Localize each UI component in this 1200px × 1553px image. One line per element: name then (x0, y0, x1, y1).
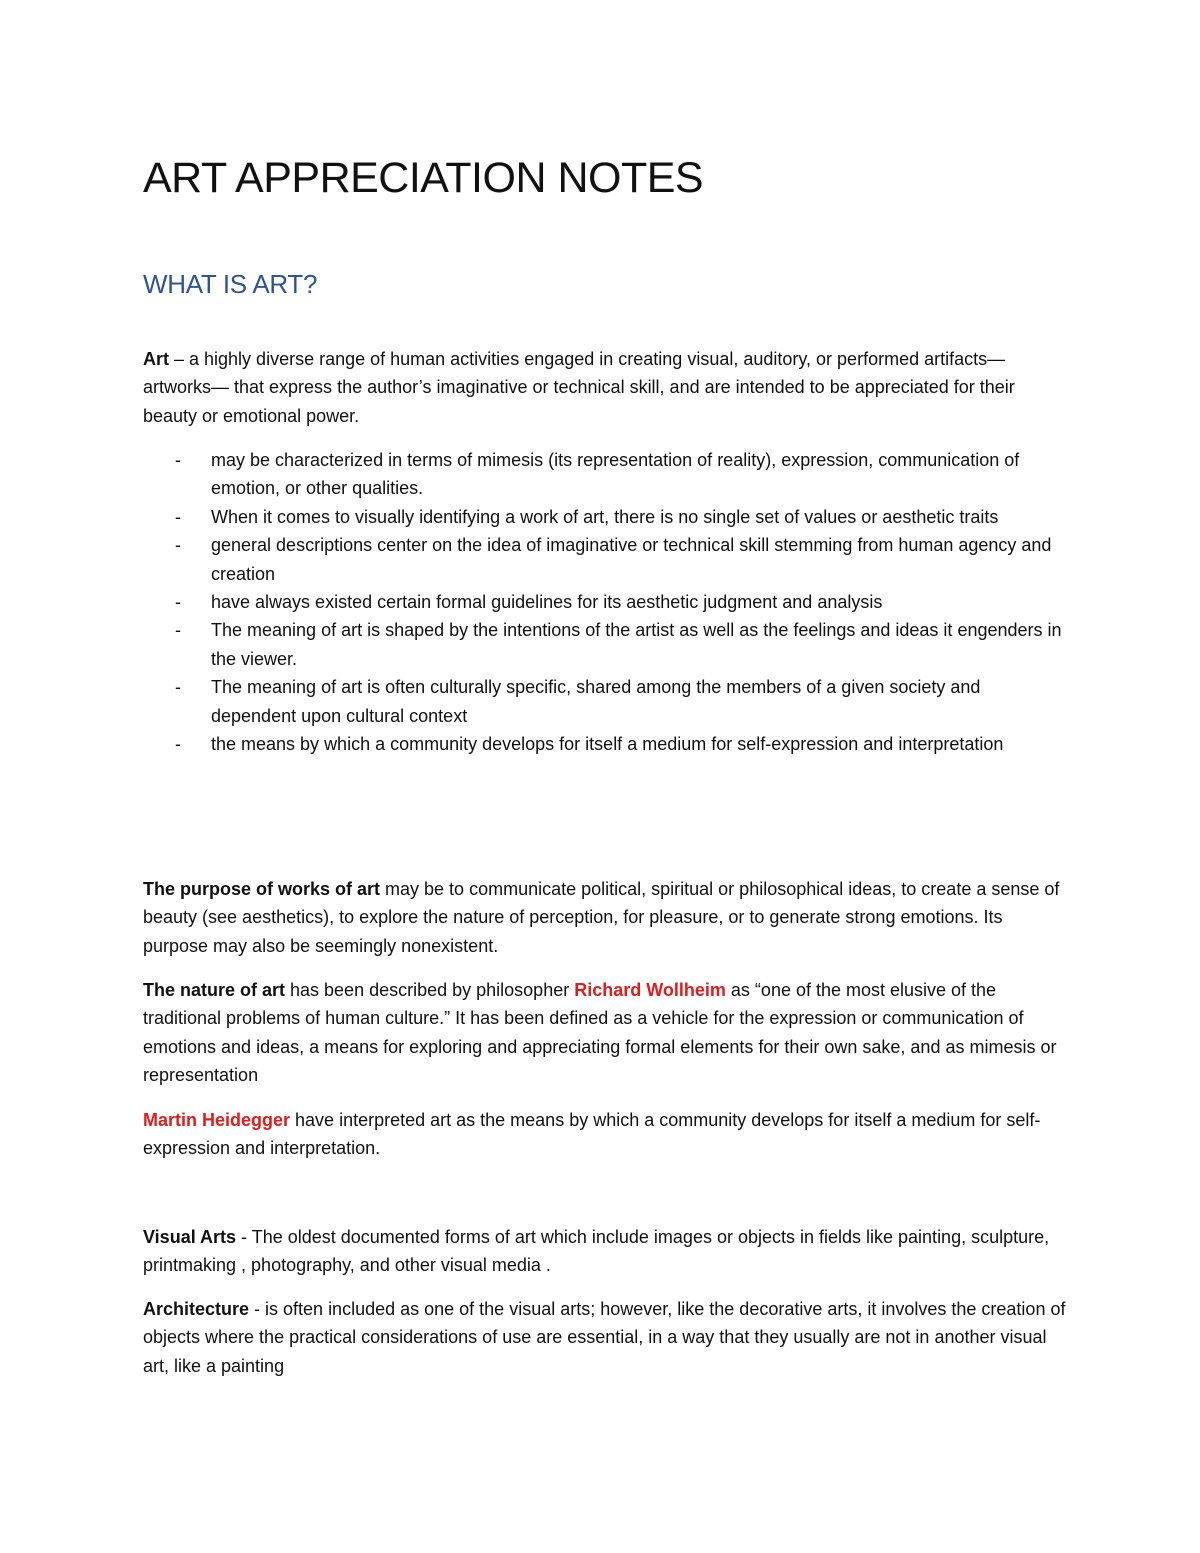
heidegger-paragraph (143, 1106, 1068, 1163)
document-title: ART APPRECIATION NOTES (143, 154, 704, 202)
art-definition-paragraph (143, 345, 1068, 430)
nature-text-after: as “one of the most elusive of the traditional problems of human culture.” It has been defined as a vehicle for the expression or communication of emotions and ideas, a means for exploring and appreciating formal elements for their own sake, and as mimesis or representation (143, 980, 1057, 1086)
art-definition-text: – a highly diverse range of human activities engaged in creating visual, auditory, or performed artifacts— artworks— that express the author’s imaginative or technical skill, and are intended to be appreciated for their beauty or emotional power. (143, 349, 1015, 426)
architecture-text: - is often included as one of the visual arts; however, like the decorative arts, it involves the creation of objects where the practical considerations of use are essential, in a way that they usually are not in another visual art, like a painting (143, 1299, 1066, 1376)
art-term: Art (143, 349, 169, 369)
list-item (143, 446, 1068, 503)
list-item-text: have always existed certain formal guidelines for its aesthetic judgment and analysis (211, 592, 883, 613)
list-item (143, 673, 1068, 730)
list-item-text: When it comes to visually identifying a work of art, there is no single set of values or aesthetic traits (211, 506, 999, 527)
bullet-dash: - (175, 677, 181, 698)
bullet-dash: - (175, 506, 181, 527)
bullet-dash: - (175, 734, 181, 755)
heidegger-name: Martin Heidegger (143, 1110, 291, 1130)
nature-text-before: has been described by philosopher (285, 980, 575, 1000)
list-item (143, 730, 1068, 758)
list-item-text: general descriptions center on the idea of imaginative or technical skill stemming from human agency and creation (211, 535, 1052, 584)
bullet-dash: - (175, 535, 181, 556)
list-item-text: the means by which a community develops for itself a medium for self-expression and interpretation (211, 734, 1004, 755)
visual-arts-term: Visual Arts (143, 1227, 237, 1247)
list-item-text: The meaning of art is shaped by the intentions of the artist as well as the feelings and ideas it engenders in the viewer. (211, 620, 1062, 669)
list-item (143, 616, 1068, 673)
list-item (143, 503, 1068, 531)
visual-arts-text: - The oldest documented forms of art which include images or objects in fields like painting, sculpture, printmaking , photography, and other visual media . (143, 1227, 1050, 1276)
purpose-text: may be to communicate political, spiritual or philosophical ideas, to create a sense of beauty (see aesthetics), to explore the nature of perception, for pleasure, or to generate strong emotions. Its purpose may also be seemingly nonexistent. (143, 879, 1060, 956)
wollheim-name: Richard Wollheim (574, 980, 726, 1000)
visual-arts-paragraph (143, 1223, 1068, 1280)
purpose-term: The purpose of works of art (143, 879, 381, 899)
nature-term: The nature of art (143, 980, 286, 1000)
list-item (143, 588, 1068, 616)
bullet-dash: - (175, 450, 181, 470)
nature-paragraph (143, 976, 1068, 1090)
art-characteristics-list (143, 446, 1068, 758)
architecture-paragraph (143, 1295, 1068, 1380)
architecture-term: Architecture (143, 1299, 250, 1319)
bullet-dash: - (175, 620, 181, 641)
list-item-text: may be characterized in terms of mimesis (its representation of reality), expression, communication of emotion, or other qualities. (211, 450, 1020, 499)
list-item (143, 531, 1068, 588)
bullet-dash: - (175, 592, 181, 613)
section-heading: WHAT IS ART? (143, 269, 318, 299)
heidegger-text: have interpreted art as the means by which a community develops for itself a medium for self-expression and interpretation. (143, 1110, 1041, 1159)
list-item-text: The meaning of art is often culturally specific, shared among the members of a given society and dependent upon cultural context (211, 677, 981, 726)
purpose-paragraph (143, 875, 1068, 960)
